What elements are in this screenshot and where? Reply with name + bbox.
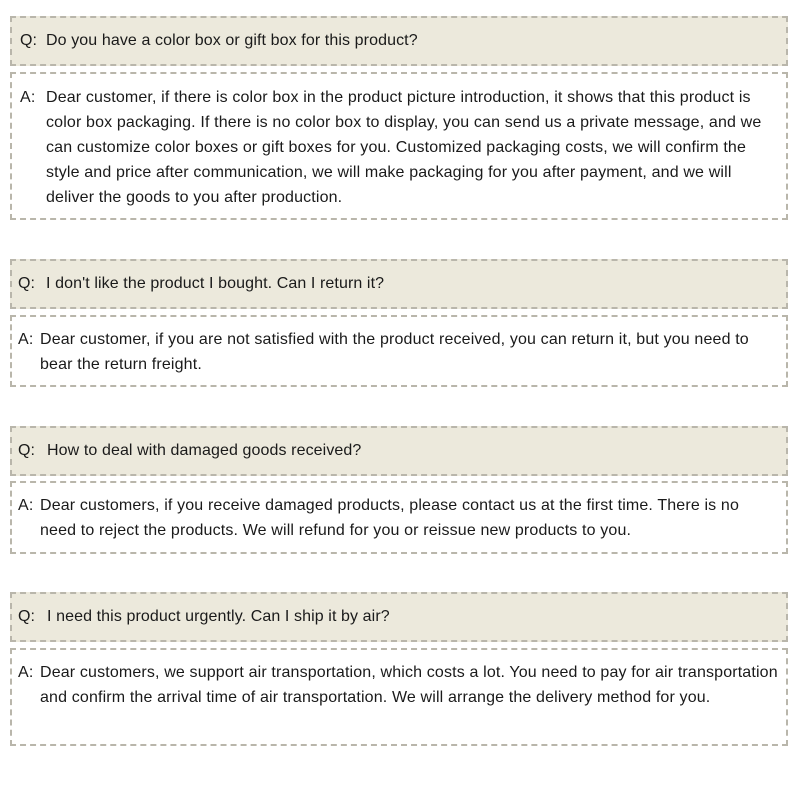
question-prefix: Q: bbox=[18, 608, 36, 625]
question-bar bbox=[10, 426, 788, 476]
answer-box bbox=[10, 72, 788, 220]
question-bar bbox=[10, 259, 788, 309]
answer-text: Dear customer, if there is color box in the product picture introduction, it shows that this product is color box packaging. If there is no color box to display, you can send us a private message, and we can customize color boxes or gift boxes for you. Customized packaging costs, we will confirm the style and price after communication, we will make packaging for you after payment, and we will deliver the goods to you after production. bbox=[46, 89, 762, 206]
answer-box bbox=[10, 315, 788, 387]
question-text: I don't like the product I bought. Can I return it? bbox=[46, 275, 385, 292]
answer-text: Dear customers, if you receive damaged products, please contact us at the first time. There is no need to reject the products. We will refund for you or reissue new products to you. bbox=[40, 497, 740, 539]
answer-prefix: A: bbox=[18, 331, 34, 348]
question-text: How to deal with damaged goods received? bbox=[47, 442, 362, 459]
question-text: Do you have a color box or gift box for this product? bbox=[46, 32, 418, 49]
answer-text: Dear customer, if you are not satisfied with the product received, you can return it, but you need to bear the return freight. bbox=[40, 331, 749, 373]
answer-prefix: A: bbox=[18, 664, 34, 681]
answer-text: Dear customers, we support air transportation, which costs a lot. You need to pay for air transportation and confirm the arrival time of air transportation. We will arrange the delivery method for you. bbox=[40, 664, 778, 706]
question-prefix: Q: bbox=[20, 32, 38, 49]
question-bar bbox=[10, 16, 788, 66]
question-text: I need this product urgently. Can I ship it by air? bbox=[47, 608, 390, 625]
question-prefix: Q: bbox=[18, 442, 36, 459]
answer-box bbox=[10, 648, 788, 746]
answer-box bbox=[10, 481, 788, 554]
answer-prefix: A: bbox=[20, 89, 36, 106]
question-bar bbox=[10, 592, 788, 642]
answer-prefix: A: bbox=[18, 497, 34, 514]
question-prefix: Q: bbox=[18, 275, 36, 292]
